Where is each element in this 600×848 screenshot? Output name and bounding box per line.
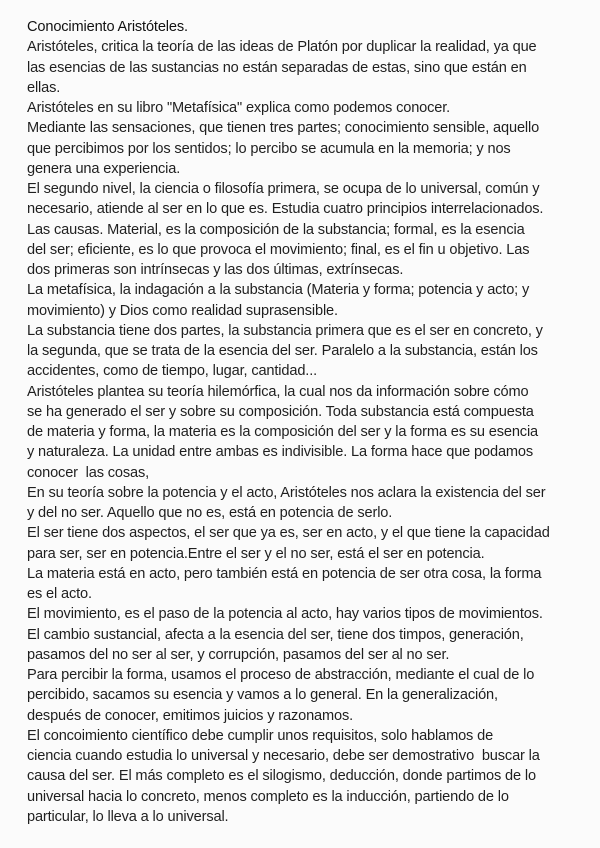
text-line: El movimiento, es el paso de la potencia al acto, hay varios tipos de movimientos. [27,606,543,623]
paragraph [27,118,600,179]
paragraph [27,220,600,281]
text-line: dos primeras son intrínsecas y las dos últimas, extrínsecas. [27,262,404,278]
text-line: percibido, sacamos su esencia y vamos a lo general. En la generalización, [27,687,498,704]
paragraph [27,604,600,624]
text-line: se ha generado el ser y sobre su composición. Toda substancia está compuesta [27,403,534,420]
paragraph [27,98,600,118]
text-line: El cambio sustancial, afecta a la esencia del ser, tiene dos timpos, generación, [27,626,524,643]
text-line: Aristóteles en su libro "Metafísica" explica como podemos conocer. [27,100,451,116]
text-line: accidentes, como de tiempo, lugar, cantidad... [27,363,318,380]
text-line: que percibimos por los sentidos; lo percibo se acumula en la memoria; y nos [27,140,511,157]
text-line: El concoimiento científico debe cumplir unos requisitos, solo hablamos de [27,727,494,744]
text-line: causa del ser. El más completo es el silogismo, deducción, donde partimos de lo [27,768,536,785]
text-line: del ser; eficiente, es lo que provoca el movimiento; final, es el fin u objetivo. Las [27,241,530,258]
text-line: necesario, atiende al ser en lo que es. Estudia cuatro principios interrelacionados. [27,201,544,218]
text-line: Para percibir la forma, usamos el proceso de abstracción, mediante el cual de lo [27,667,535,683]
paragraph [27,321,600,382]
text-line: En su teoría sobre la potencia y el acto, Aristóteles nos aclara la existencia del ser [27,484,546,501]
text-line: es el acto. [27,586,92,602]
paragraph [27,179,600,220]
paragraph [27,523,600,564]
paragraph [27,564,600,605]
text-line: Aristóteles, critica la teoría de las ideas de Platón por duplicar la realidad, ya que [27,39,537,56]
text-line: ellas. [27,79,61,96]
text-line: de materia y forma, la materia es la composición del ser y la forma es su esencia [27,424,539,440]
text-line: El ser tiene dos aspectos, el ser que ya es, ser en acto, y el que tiene la capacidad [27,525,550,542]
text-line: La materia está en acto, pero también está en potencia de ser otra cosa, la forma [27,565,542,582]
paragraph [27,625,600,666]
paragraph [27,37,600,98]
text-line: genera una experiencia. [27,160,181,177]
text-line: y del no ser. Aquello que no es, está en potencia de serlo. [27,505,393,521]
text-line: particular, lo lleva a lo universal. [27,808,229,825]
paragraph [27,483,600,524]
text-line: La metafísica, la indagación a la substancia (Materia y forma; potencia y acto; y [27,282,530,299]
paragraph [27,726,600,827]
text-line: después de conocer, emitimos juicios y razonamos. [27,707,354,724]
text-line: Las causas. Material, es la composición de la substancia; formal, es la esencia [27,221,525,238]
text-line: pasamos del no ser al ser, y corrupción, pasamos del ser al no ser. [27,646,450,663]
paragraph [27,665,600,726]
text-line: la segunda, que se trata de la esencia del ser. Paralelo a la substancia, están los [27,343,538,359]
text-line: las esencias de las sustancias no están separadas de estas, sino que están en [27,59,527,76]
text-line: Mediante las sensaciones, que tienen tres partes; conocimiento sensible, aquello [27,120,540,137]
text-line: La substancia tiene dos partes, la substancia primera que es el ser en concreto, y [27,322,543,339]
text-line: para ser, ser en potencia.Entre el ser y el no ser, está el ser en potencia. [27,545,485,562]
text-line: conocer las cosas, [27,464,150,481]
text-line: El segundo nivel, la ciencia o filosofía primera, se ocupa de lo universal, común y [27,181,540,197]
paragraph [27,382,600,483]
document-title: Conocimiento Aristóteles. [27,19,188,35]
text-line: y naturaleza. La unidad entre ambas es indivisible. La forma hace que podamos [27,444,534,461]
paragraph-list [27,37,600,827]
text-line: movimiento) y Dios como realidad suprasensible. [27,302,338,319]
text-line: ciencia cuando estudia lo universal y necesario, debe ser demostrativo buscar la [27,748,540,764]
paragraph [27,280,600,321]
text-line: universal hacia lo concreto, menos completo es la inducción, partiendo de lo [27,788,509,805]
text-line: Aristóteles plantea su teoría hilemórfica, la cual nos da información sobre cómo [27,383,529,400]
